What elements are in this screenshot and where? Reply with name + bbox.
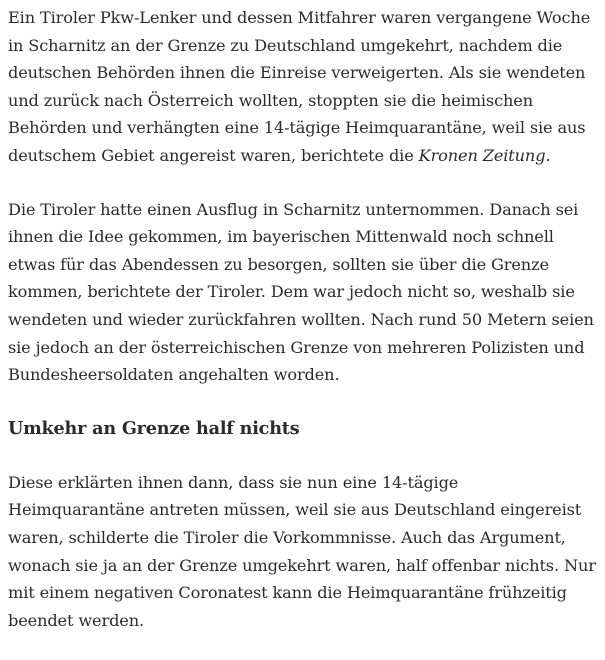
article-paragraph-2: Die Tiroler hatte einen Ausflug in Scharnitz unternommen. Danach sei ihnen die Idee gekommen, im bayerischen Mittenwald noch schnell etwas für das Abendessen zu besorgen, sollten sie über die Grenze kommen, berichtete der Tiroler. Dem war jedoch nicht so, weshalb sie wendeten und wieder zurückfahren wollten. Nach rund 50 Metern seien sie jedoch an der österreichischen Grenze von mehreren Polizisten und Bundesheersoldaten angehalten worden. [8, 199, 594, 385]
article-paragraph-3: Diese erklärten ihnen dann, dass sie nun eine 14-tägige Heimquarantäne antreten müssen, weil sie aus Deutschland eingereist waren, schilderte die Tiroler die Vorkommnisse. Auch das Argument, wonach sie ja an der Grenze umgekehrt waren, half offenbar nichts. Nur mit einem negativen Coronatest kann die Heimquarantäne frühzeitig beendet werden. [8, 472, 596, 630]
article-paragraph-1 [8, 4, 596, 170]
paragraph-1-text: Ein Tiroler Pkw-Lenker und dessen Mitfahrer waren vergangene Woche in Scharnitz an der Grenze zu Deutschland umgekehrt, nachdem die deutschen Behörden ihnen die Einreise verweigerten. Als sie wendeten und zurück nach Österreich wollten, stoppten sie die heimischen Behörden und verhängten eine 14-tägige Heimquarantäne, weil sie aus deutschem Gebiet angereist waren, berichtete die [8, 8, 591, 165]
article-body [8, 4, 596, 660]
section-heading: Umkehr an Grenze half nichts [8, 417, 300, 439]
paragraph-1-end: . [545, 145, 551, 165]
source-name: Kronen Zeitung [418, 145, 546, 165]
